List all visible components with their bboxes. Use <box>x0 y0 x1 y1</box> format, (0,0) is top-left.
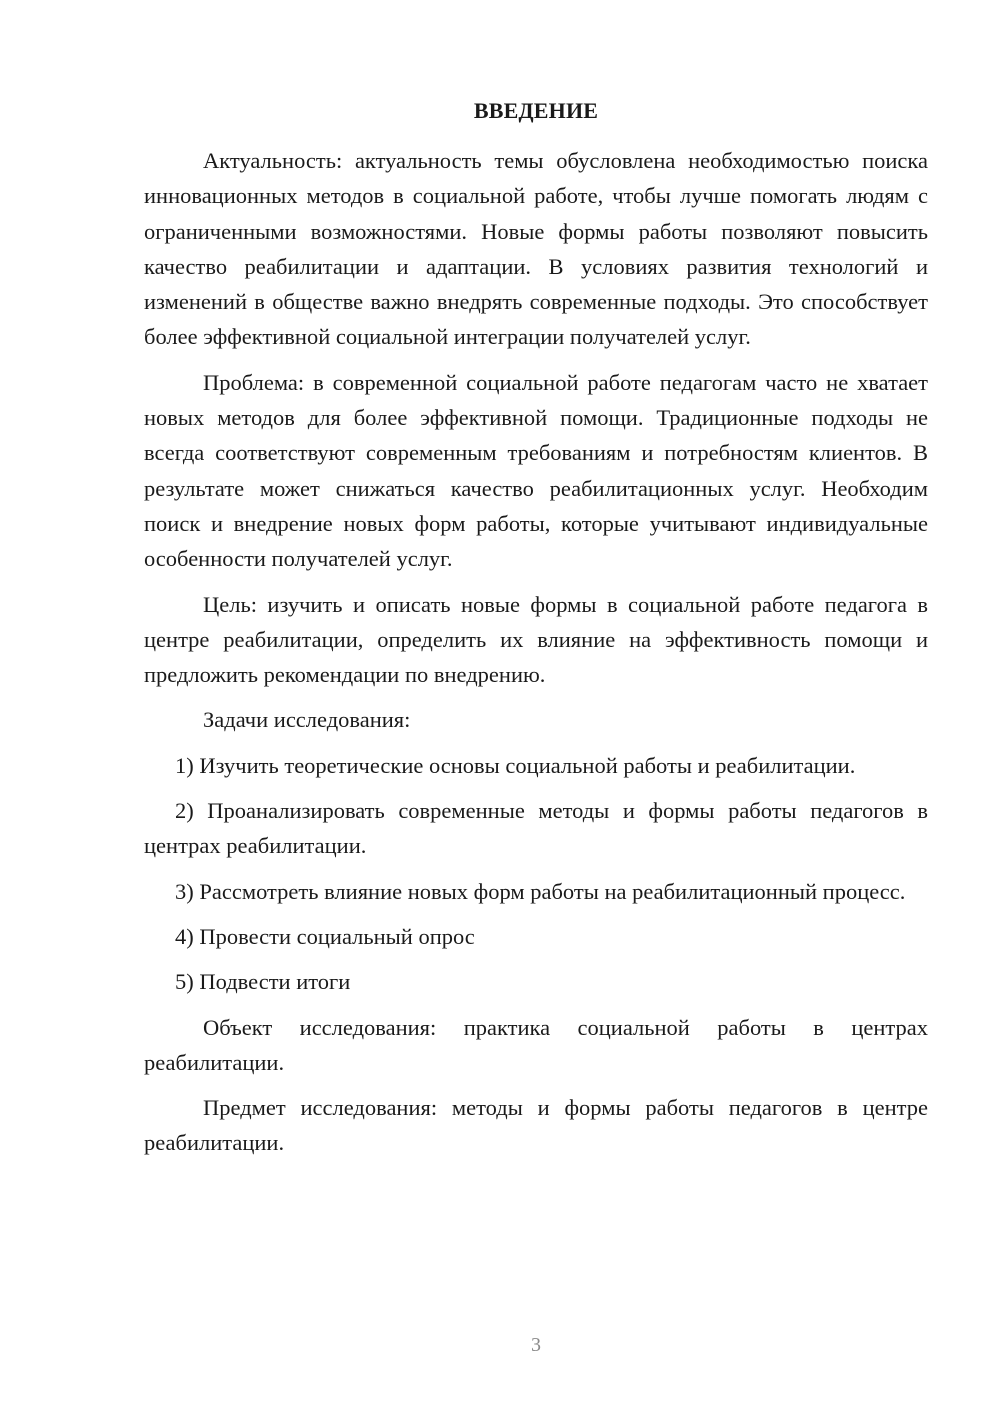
document-body <box>144 143 928 1161</box>
paragraph-problem: Проблема: в современной социальной работе педагогам часто не хватает новых методов для более эффективной помощи. Традиционные подходы не всегда соответствуют современным требованиям и потребностям клиентов. В результате может снижаться качество реабилитационных услуг. Необходим поиск и внедрение новых форм работы, которые учитывают индивидуальные особенности получателей услуг. <box>144 369 928 572</box>
task-item-2: 2) Проанализировать современные методы и формы работы педагогов в центрах реабилитации. <box>144 798 928 859</box>
tasks-heading: Задачи исследования: <box>203 707 411 733</box>
paragraph-relevance: Актуальность: актуальность темы обусловлена необходимостью поиска инновационных методов в социальной работе, чтобы лучше помогать людям с ограниченными возможностями. Новые формы работы позволяют повысить качество реабилитации и адаптации. В условиях развития технологий и изменений в обществе важно внедрять современные подходы. Это способствует более эффективной социальной интеграции получателей услуг. <box>144 148 928 350</box>
page-number: 3 <box>531 1334 541 1356</box>
paragraph-object: Объект исследования: практика социальной работы в центрах реабилитации. <box>144 1014 928 1075</box>
task-item-5: 5) Подвести итоги <box>175 969 351 995</box>
paragraph-subject: Предмет исследования: методы и формы работы педагогов в центре реабилитации. <box>144 1095 928 1156</box>
paragraph-goal: Цель: изучить и описать новые формы в социальной работе педагога в центре реабилитации, определить их влияние на эффективность помощи и предложить рекомендации по внедрению. <box>144 591 928 688</box>
task-item-1: 1) Изучить теоретические основы социальной работы и реабилитации. <box>175 752 856 778</box>
task-item-4: 4) Провести социальный опрос <box>175 923 475 949</box>
task-item-3: 3) Рассмотреть влияние новых форм работы на реабилитационный процесс. <box>175 878 906 904</box>
section-title: ВВЕДЕНИЕ <box>473 98 599 123</box>
